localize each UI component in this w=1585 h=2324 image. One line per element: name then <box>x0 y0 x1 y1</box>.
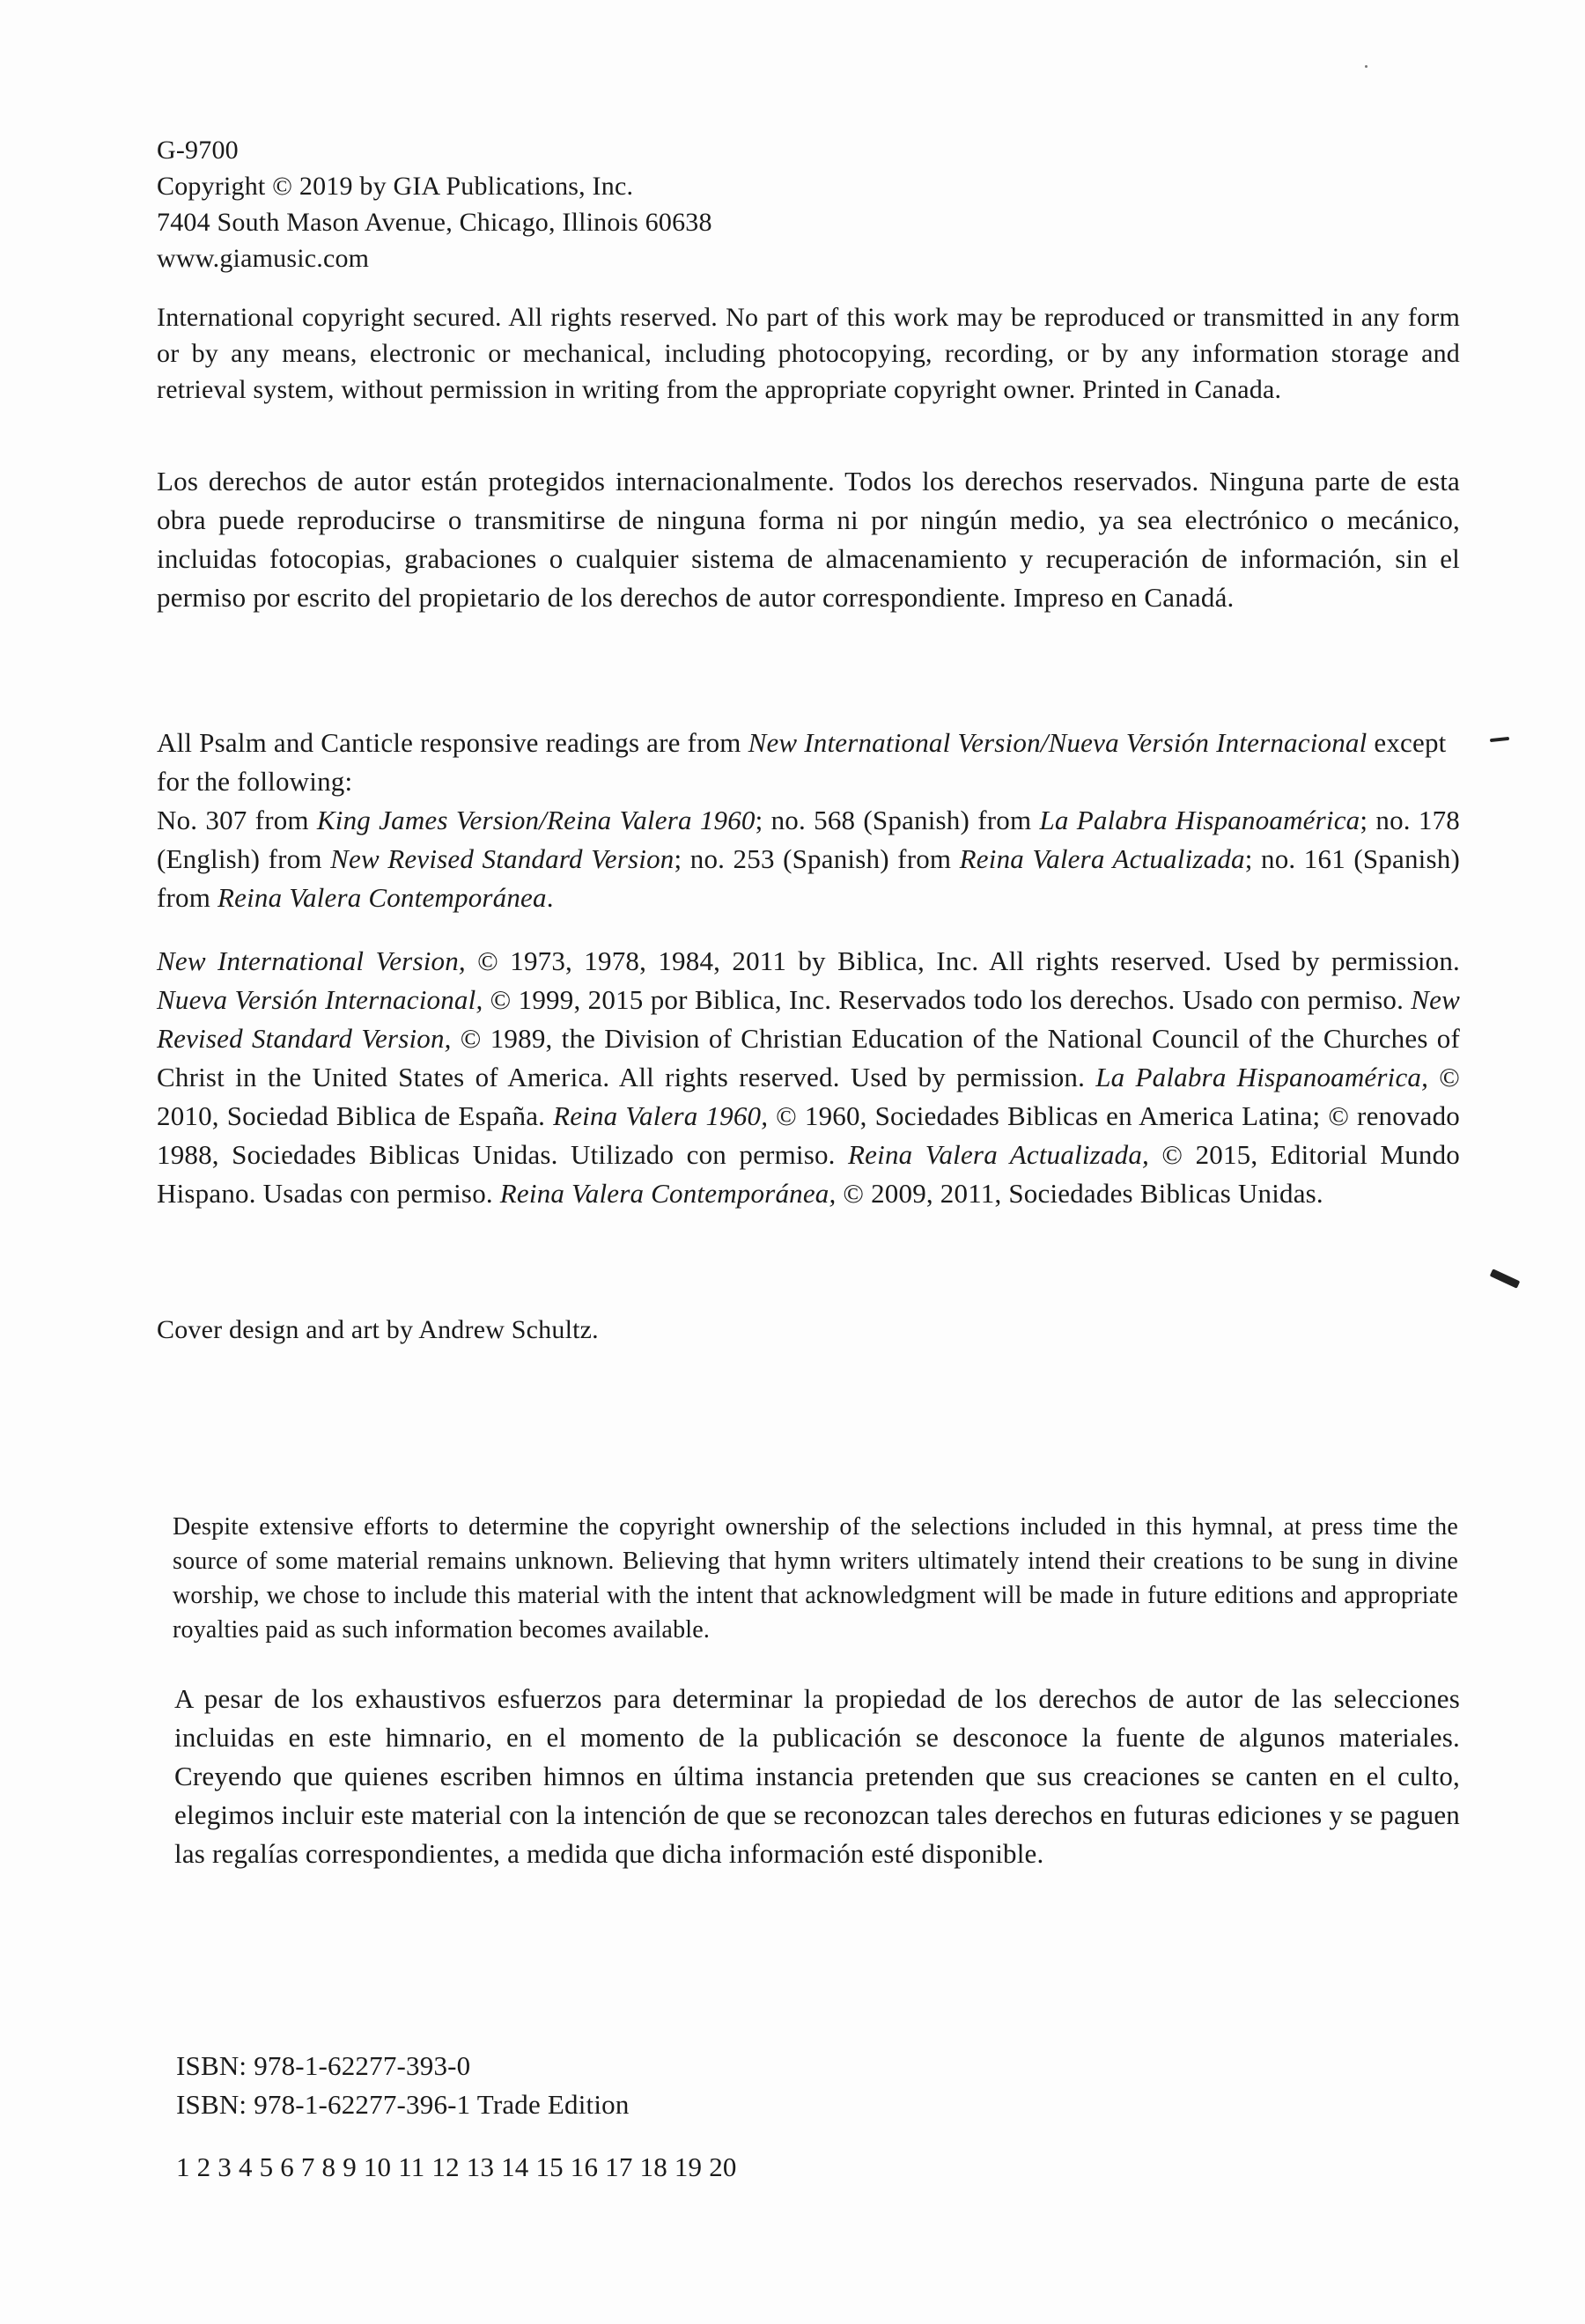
scan-mark <box>1365 65 1368 68</box>
version-credits <box>157 942 1460 1213</box>
printing-line-text: 1 2 3 4 5 6 7 8 9 10 11 12 13 14 15 16 17 18 19 20 <box>176 2151 737 2182</box>
unknown-sources-english-text: Despite extensive efforts to determine the copyright ownership of the selections included in this hymnal, at press time the source of some material remains unknown. Believing that hymn writers ultimately intend their creations to be sung in divine worship, we chose to include this material with the intent that acknowledgment will be made in future editions and appropriate royalties paid as such information becomes available. <box>173 1513 1458 1644</box>
rights-spanish <box>157 462 1460 617</box>
rights-spanish-text: Los derechos de autor están protegidos internacionalmente. Todos los derechos reservados. Ninguna parte de esta obra puede reproducirse o transmitirse de ninguna forma ni por ningún medio, ya sea electrónico o mecánico, incluidas fotocopias, grabaciones o cualquier sistema de almacenamiento y recuperación de información, sin el permiso por escrito del propietario de los derechos de autor correspondiente. Impreso en Canadá. <box>157 466 1460 613</box>
isbn-trade-edition: ISBN: 978-1-62277-396-1 Trade Edition <box>176 2089 630 2120</box>
readings-exceptions: No. 307 from King James Version/Reina Valera 1960; no. 568 (Spanish) from La Palabra Hispanoamérica; no. 178 (English) from New Revised Standard Version; no. 253 (Spanish) from Reina Valera Actualizada; no. 161 (Spanish) from Reina Valera Contemporánea. <box>157 805 1460 913</box>
unknown-sources-spanish <box>174 1680 1460 1873</box>
cover-credit <box>157 1312 1460 1348</box>
publisher-website: www.giamusic.com <box>157 244 370 273</box>
catalog-number: G-9700 <box>157 136 239 165</box>
copyright-line: Copyright © 2019 by GIA Publications, Inc. <box>157 172 634 201</box>
scan-mark <box>1490 737 1509 742</box>
responsive-readings <box>157 724 1460 917</box>
publisher-address: 7404 South Mason Avenue, Chicago, Illinois 60638 <box>157 208 712 237</box>
printing-line <box>176 2148 1479 2187</box>
isbn-list <box>176 2047 1479 2124</box>
unknown-sources-english <box>173 1510 1458 1647</box>
rights-english <box>157 299 1460 408</box>
niv-nvi-title: New International Version/Nueva Versión Internacional <box>748 727 1368 758</box>
isbn-primary: ISBN: 978-1-62277-393-0 <box>176 2050 471 2081</box>
rights-english-text: International copyright secured. All rights reserved. No part of this work may be reproduced or transmitted in any form or by any means, electronic or mechanical, including photocopying, recording, or by any information storage and retrieval system, without permission in writing from the appropriate copyright owner. Printed in Canada. <box>157 303 1460 404</box>
publisher-info <box>157 132 1460 276</box>
version-credits-text: New International Version, © 1973, 1978, 1984, 2011 by Biblica, Inc. All rights reserved. Used by permission. Nueva Versión Internacional, © 1999, 2015 por Biblica, Inc. Reservados todo los derechos. Usado con permiso. New Revised Standard Version, © 1989, the Division of Christian Education of the National Council of the Churches of Christ in the United States of America. All rights reserved. Used by permission. La Palabra Hispanoamérica, © 2010, Sociedad Biblica de España. Reina Valera 1960, © 1960, Sociedades Biblicas en America Latina; © renovado 1988, Sociedades Biblicas Unidas. Utilizado con permiso. Reina Valera Actualizada, © 2015, Editorial Mundo Hispano. Usadas con permiso. Reina Valera Contemporánea, © 2009, 2011, Sociedades Biblicas Unidas. <box>157 945 1460 1209</box>
unknown-sources-spanish-text: A pesar de los exhaustivos esfuerzos para determinar la propiedad de los derechos de autor de las selecciones incluidas en este himnario, en el momento de la publicación se desconoce la fuente de algunos materiales. Creyendo que quienes escriben himnos en última instancia pretenden que sus creaciones se canten en el culto, elegimos incluir este material con la intención de que se reconozcan tales derechos en futuras ediciones y se paguen las regalías correspondientes, a medida que dicha información esté disponible. <box>174 1683 1460 1869</box>
readings-intro: All Psalm and Canticle responsive readings are from New International Version/Nueva Versión Internacional except for the following: <box>157 727 1447 797</box>
scan-mark <box>1490 1269 1521 1289</box>
cover-credit-text: Cover design and art by Andrew Schultz. <box>157 1315 599 1344</box>
